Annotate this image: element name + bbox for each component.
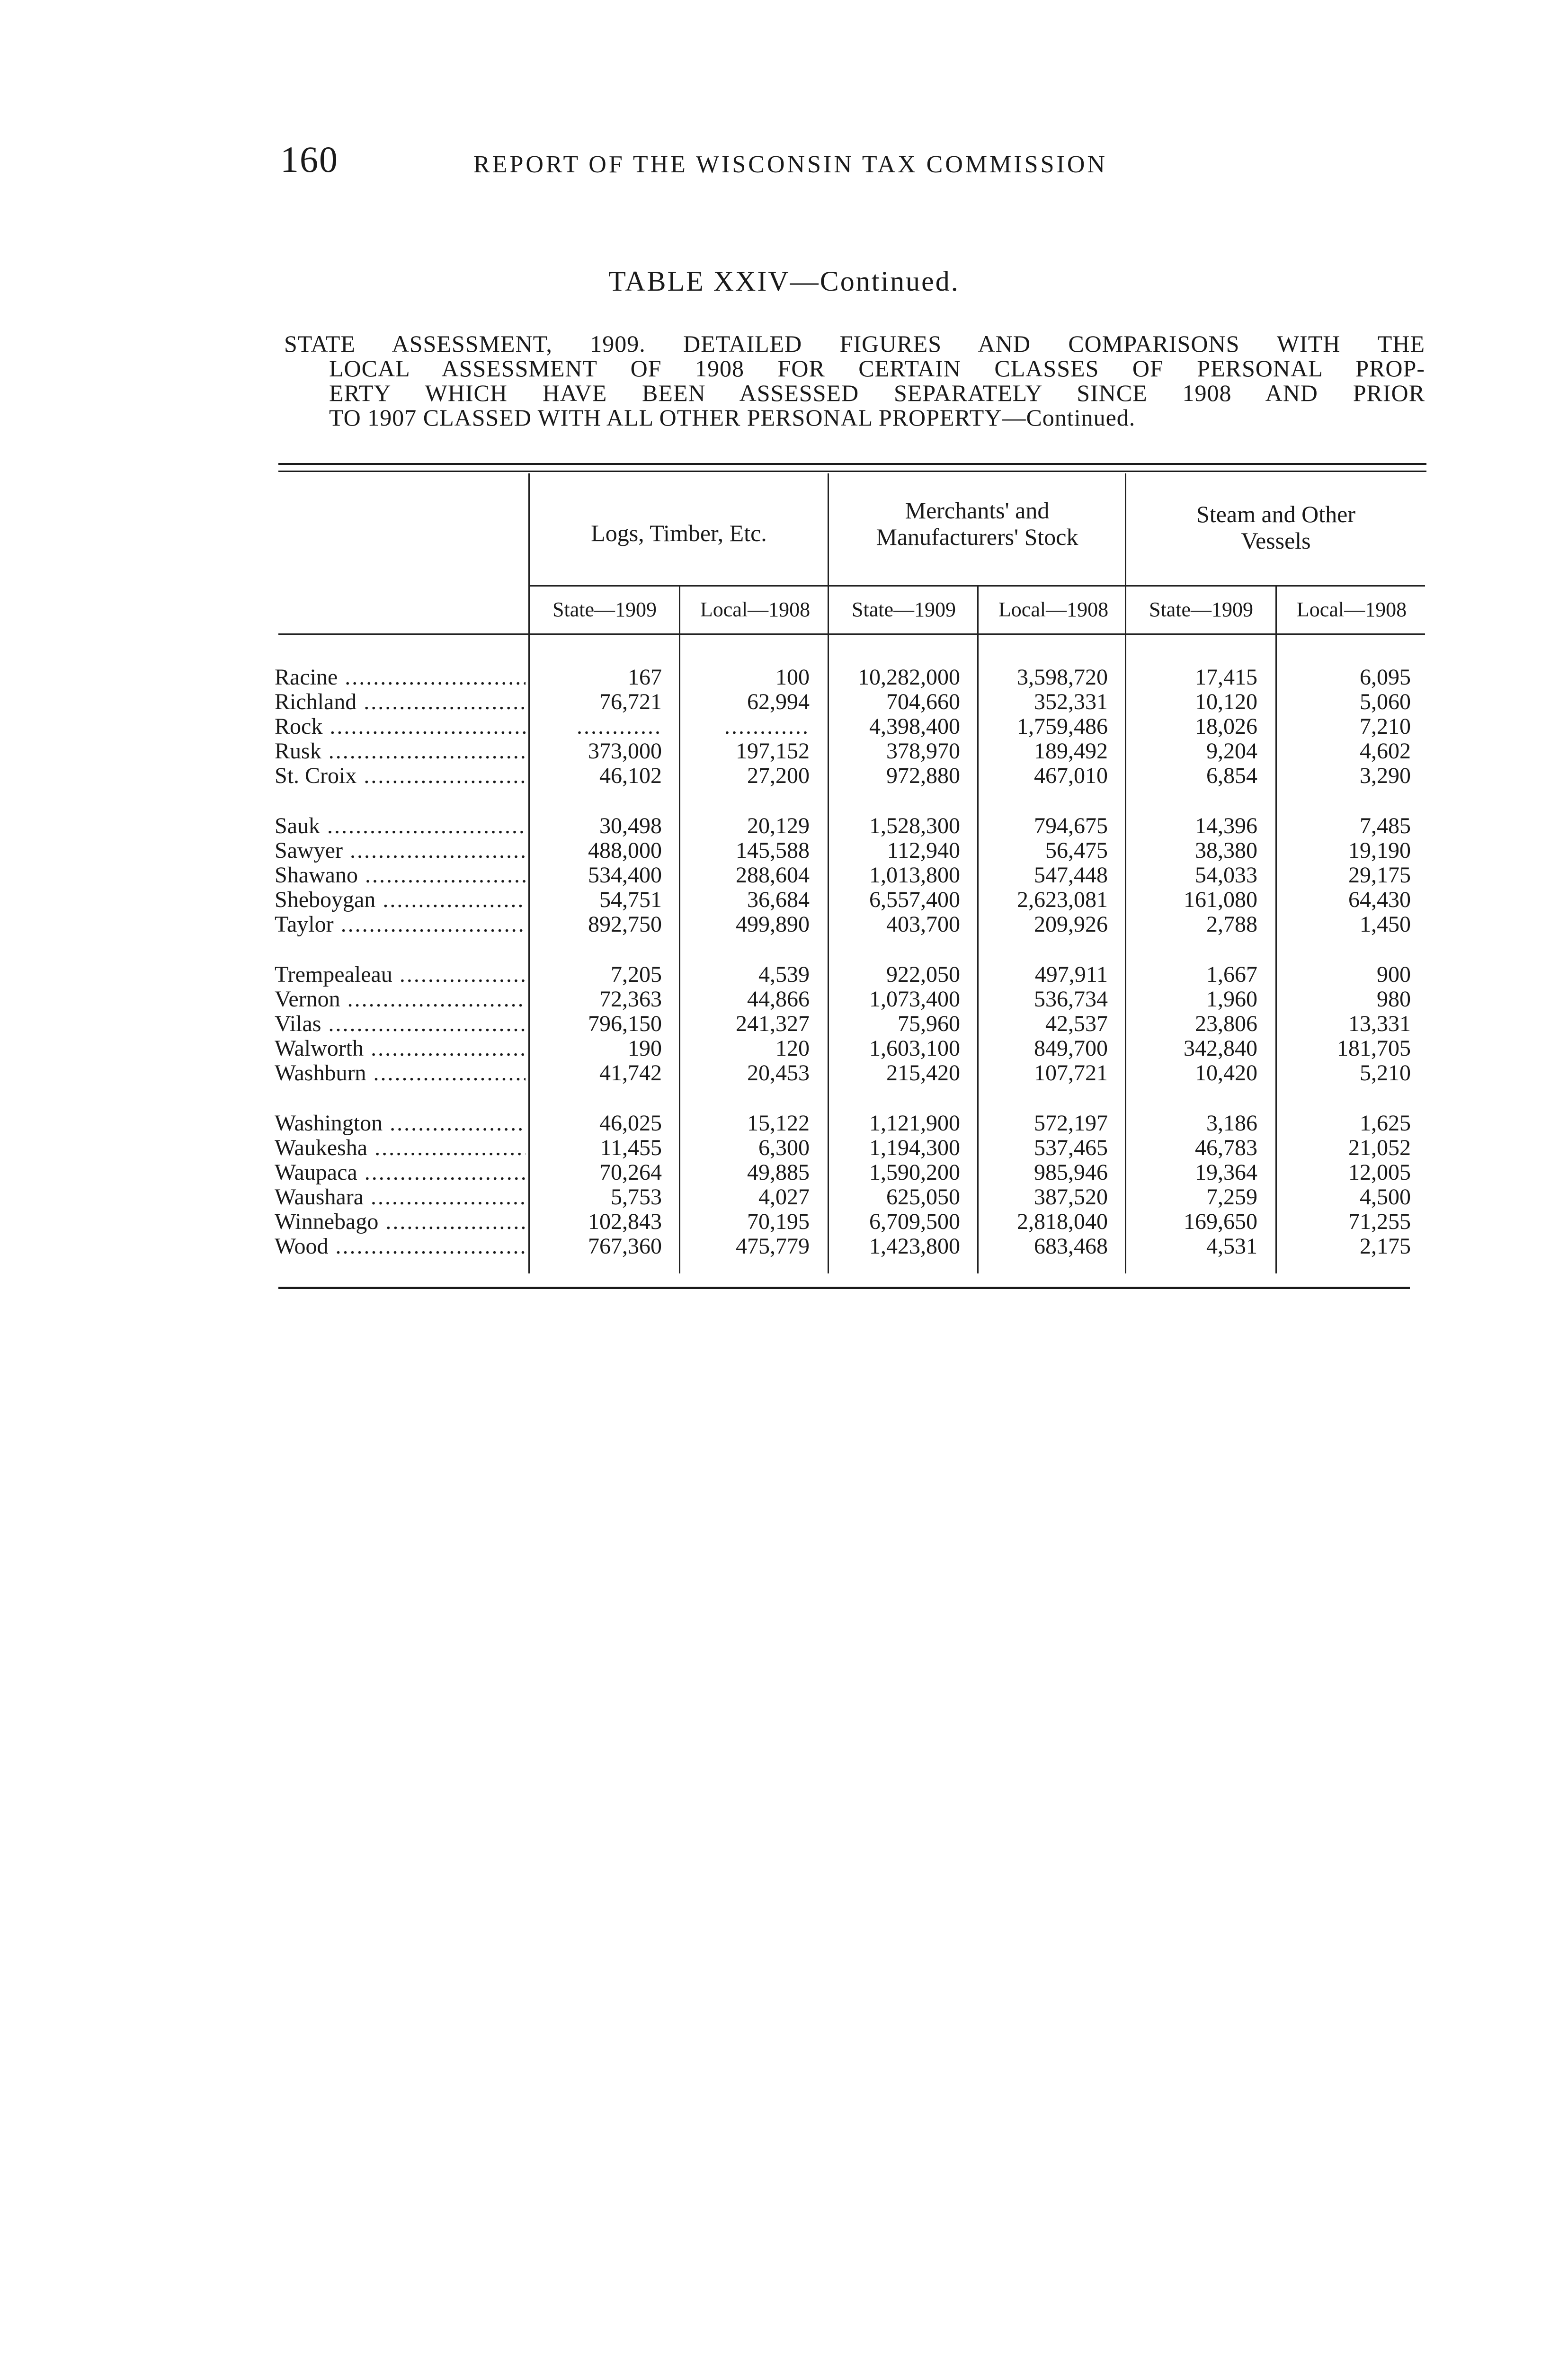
- cell: 189,492: [1034, 739, 1108, 764]
- cell: 2,175: [1360, 1234, 1411, 1259]
- cell: 4,398,400: [869, 714, 960, 739]
- cell: 17,415: [1195, 665, 1257, 690]
- group-heading-logs: [530, 520, 828, 546]
- cell: 536,734: [1034, 987, 1108, 1012]
- cell: 1,423,800: [869, 1234, 960, 1259]
- cell: 70,264: [599, 1160, 662, 1185]
- cell: 352,331: [1034, 689, 1108, 714]
- cell: 10,420: [1195, 1060, 1257, 1086]
- cell: 44,866: [747, 987, 810, 1012]
- cell: 7,485: [1360, 813, 1411, 838]
- subheading-logs-state: State—1909: [552, 598, 657, 621]
- cell: 972,880: [886, 763, 960, 788]
- cell: 62,994: [747, 689, 810, 714]
- cell: 7,259: [1206, 1184, 1257, 1210]
- cell: 1,960: [1206, 987, 1257, 1012]
- table-caption: [284, 331, 1425, 430]
- cell: 197,152: [736, 739, 810, 764]
- cell: 1,603,100: [869, 1036, 960, 1061]
- subheading-vessels-state: State—1909: [1149, 598, 1253, 621]
- top-rule: [278, 463, 1426, 465]
- table-row: [0, 1160, 1568, 1185]
- caption-line: STATE ASSESSMENT, 1909. DETAILED FIGURES AND COMPARISONS WITH THE: [284, 330, 1425, 357]
- cell: 54,033: [1195, 863, 1257, 888]
- cell: 75,960: [898, 1011, 960, 1036]
- cell: 7,205: [611, 962, 662, 987]
- cell: 488,000: [588, 838, 662, 863]
- cell: 537,465: [1034, 1135, 1108, 1160]
- cell: 29,175: [1348, 863, 1411, 888]
- cell: 13,331: [1348, 1011, 1411, 1036]
- county-name: Rusk .....: [275, 739, 526, 764]
- cell: 14,396: [1195, 813, 1257, 838]
- subheading-merchants-local: Local—1908: [998, 598, 1109, 621]
- group-heading-line: Manufacturers' Stock: [876, 524, 1078, 550]
- cell: 10,282,000: [858, 665, 960, 690]
- table-row: [0, 714, 1568, 739]
- cell: 2,623,081: [1017, 887, 1108, 912]
- table-row: [0, 690, 1568, 714]
- table-row: [0, 1185, 1568, 1210]
- cell: 4,539: [758, 962, 810, 987]
- caption-line: LOCAL ASSESSMENT OF 1908 FOR CERTAIN CLASSES OF PERSONAL PROP-: [329, 355, 1425, 382]
- table-row: [0, 888, 1568, 912]
- cell: 46,025: [599, 1111, 662, 1136]
- cell: 1,194,300: [869, 1135, 960, 1160]
- table-row: [0, 739, 1568, 764]
- cell: 6,709,500: [869, 1209, 960, 1234]
- cell: 19,190: [1348, 838, 1411, 863]
- table-row: [0, 764, 1568, 788]
- county-name: Trempealeau .....: [275, 962, 526, 987]
- cell: 849,700: [1034, 1036, 1108, 1061]
- county-name: Waushara .....: [275, 1185, 526, 1210]
- group-heading-line: Steam and Other: [1196, 501, 1355, 527]
- cell: 4,500: [1360, 1184, 1411, 1210]
- cell: 27,200: [747, 763, 810, 788]
- cell: 21,052: [1348, 1135, 1411, 1160]
- cell: 102,843: [588, 1209, 662, 1234]
- county-name: Sheboygan .....: [275, 888, 526, 912]
- cell: 49,885: [747, 1160, 810, 1185]
- table-row: [0, 912, 1568, 937]
- county-name: Richland .....: [275, 690, 526, 714]
- county-name: Sawyer .....: [275, 838, 526, 863]
- table-row: [0, 1234, 1568, 1259]
- cell: 3,186: [1206, 1111, 1257, 1136]
- cell: ............: [577, 714, 662, 739]
- cell: 36,684: [747, 887, 810, 912]
- county-name: Racine .....: [275, 665, 526, 690]
- cell: 19,364: [1195, 1160, 1257, 1185]
- cell: 72,363: [599, 987, 662, 1012]
- cell: 6,095: [1360, 665, 1411, 690]
- cell: 46,102: [599, 763, 662, 788]
- cell: 794,675: [1034, 813, 1108, 838]
- cell: 2,788: [1206, 912, 1257, 937]
- cell: 15,122: [747, 1111, 810, 1136]
- cell: 625,050: [886, 1184, 960, 1210]
- cell: 1,121,900: [869, 1111, 960, 1136]
- cell: 241,327: [736, 1011, 810, 1036]
- cell: 6,557,400: [869, 887, 960, 912]
- cell: 161,080: [1184, 887, 1257, 912]
- cell: 38,380: [1195, 838, 1257, 863]
- county-name: Washington .....: [275, 1111, 526, 1136]
- cell: 796,150: [588, 1011, 662, 1036]
- cell: 985,946: [1034, 1160, 1108, 1185]
- bottom-rule: [278, 1287, 1410, 1289]
- row-group: [0, 1111, 1568, 1259]
- cell: 64,430: [1348, 887, 1411, 912]
- cell: 71,255: [1348, 1209, 1411, 1234]
- cell: 145,588: [736, 838, 810, 863]
- cell: 342,840: [1184, 1036, 1257, 1061]
- cell: 499,890: [736, 912, 810, 937]
- top-rule-second: [278, 471, 1426, 472]
- county-name: Waukesha .....: [275, 1136, 526, 1160]
- county-name: Wood .....: [275, 1234, 526, 1259]
- cell: 2,818,040: [1017, 1209, 1108, 1234]
- header-rule: [278, 633, 1425, 635]
- caption-line: TO 1907 CLASSED WITH ALL OTHER PERSONAL PROPERTY—Continued.: [329, 404, 1136, 431]
- cell: 534,400: [588, 863, 662, 888]
- cell: 107,721: [1034, 1060, 1108, 1086]
- county-name: Washburn .....: [275, 1061, 526, 1086]
- cell: 112,940: [887, 838, 960, 863]
- table-row: [0, 838, 1568, 863]
- cell: 4,602: [1360, 739, 1411, 764]
- cell: 892,750: [588, 912, 662, 937]
- county-name: Winnebago .....: [275, 1210, 526, 1234]
- caption-line: ERTY WHICH HAVE BEEN ASSESSED SEPARATELY SINCE 1908 AND PRIOR: [329, 380, 1425, 406]
- table-row: [0, 863, 1568, 888]
- cell: 30,498: [599, 813, 662, 838]
- cell: 6,300: [758, 1135, 810, 1160]
- cell: 42,537: [1045, 1011, 1108, 1036]
- running-head: REPORT OF THE WISCONSIN TAX COMMISSION: [473, 151, 1107, 178]
- cell: 288,604: [736, 863, 810, 888]
- cell: 547,448: [1034, 863, 1108, 888]
- group-heading-line: Logs, Timber, Etc.: [591, 520, 767, 546]
- cell: 4,531: [1206, 1234, 1257, 1259]
- subheading-vessels-local: Local—1908: [1296, 598, 1407, 621]
- cell: 76,721: [599, 689, 662, 714]
- group-heading-line: Merchants' and: [905, 497, 1050, 524]
- cell: 169,650: [1184, 1209, 1257, 1234]
- cell: 683,468: [1034, 1234, 1108, 1259]
- cell: 900: [1377, 962, 1411, 987]
- cell: 18,026: [1195, 714, 1257, 739]
- cell: 378,970: [886, 739, 960, 764]
- table-row: [0, 1136, 1568, 1160]
- row-group: [0, 962, 1568, 1086]
- cell: 373,000: [588, 739, 662, 764]
- cell: 215,420: [886, 1060, 960, 1086]
- cell: 11,455: [600, 1135, 662, 1160]
- table-row: [0, 1036, 1568, 1061]
- cell: 1,013,800: [869, 863, 960, 888]
- table-row: [0, 814, 1568, 838]
- cell: 5,060: [1360, 689, 1411, 714]
- cell: 181,705: [1337, 1036, 1411, 1061]
- cell: 1,759,486: [1017, 714, 1108, 739]
- row-group: [0, 665, 1568, 788]
- cell: 23,806: [1195, 1011, 1257, 1036]
- table-body: [0, 665, 1568, 1284]
- cell: 980: [1377, 987, 1411, 1012]
- cell: 167: [628, 665, 662, 690]
- cell: 3,598,720: [1017, 665, 1108, 690]
- cell: 1,073,400: [869, 987, 960, 1012]
- table-row: [0, 987, 1568, 1012]
- cell: 1,450: [1360, 912, 1411, 937]
- group-heading-vessels: [1127, 501, 1425, 554]
- cell: 497,911: [1034, 962, 1108, 987]
- group-heading-line: Vessels: [1241, 527, 1311, 554]
- cell: 1,625: [1360, 1111, 1411, 1136]
- cell: 12,005: [1348, 1160, 1411, 1185]
- cell: 41,742: [599, 1060, 662, 1086]
- county-name: Taylor .....: [275, 912, 526, 937]
- table-title: TABLE XXIV—Continued.: [608, 266, 960, 297]
- cell: 767,360: [588, 1234, 662, 1259]
- cell: 4,027: [758, 1184, 810, 1210]
- cell: 475,779: [736, 1234, 810, 1259]
- group-heading-rule: [528, 585, 1425, 587]
- cell: 572,197: [1034, 1111, 1108, 1136]
- table-row: [0, 1012, 1568, 1036]
- page-number: 160: [280, 139, 339, 180]
- cell: 56,475: [1045, 838, 1108, 863]
- county-name: St. Croix .....: [275, 764, 526, 788]
- cell: 209,926: [1034, 912, 1108, 937]
- cell: 6,854: [1206, 763, 1257, 788]
- cell: 387,520: [1034, 1184, 1108, 1210]
- cell: 403,700: [886, 912, 960, 937]
- cell: 9,204: [1206, 739, 1257, 764]
- cell: ............: [724, 714, 810, 739]
- table-row: [0, 1061, 1568, 1086]
- table-row: [0, 962, 1568, 987]
- subheading-merchants-state: State—1909: [852, 598, 956, 621]
- county-name: Walworth .....: [275, 1036, 526, 1061]
- cell: 1,667: [1206, 962, 1257, 987]
- cell: 1,528,300: [869, 813, 960, 838]
- cell: 100: [775, 665, 810, 690]
- group-heading-merchants: [829, 497, 1125, 550]
- county-name: Shawano .....: [275, 863, 526, 888]
- cell: 7,210: [1360, 714, 1411, 739]
- county-name: Sauk .....: [275, 814, 526, 838]
- cell: 922,050: [886, 962, 960, 987]
- table-row: [0, 1210, 1568, 1234]
- county-name: Waupaca .....: [275, 1160, 526, 1185]
- table-row: [0, 1111, 1568, 1136]
- cell: 467,010: [1034, 763, 1108, 788]
- cell: 3,290: [1360, 763, 1411, 788]
- cell: 5,753: [611, 1184, 662, 1210]
- cell: 46,783: [1195, 1135, 1257, 1160]
- cell: 190: [628, 1036, 662, 1061]
- cell: 10,120: [1195, 689, 1257, 714]
- county-name: Rock .....: [275, 714, 526, 739]
- cell: 5,210: [1360, 1060, 1411, 1086]
- county-name: Vernon .....: [275, 987, 526, 1012]
- cell: 20,453: [747, 1060, 810, 1086]
- cell: 704,660: [886, 689, 960, 714]
- cell: 20,129: [747, 813, 810, 838]
- row-group: [0, 814, 1568, 937]
- county-name: Vilas .....: [275, 1012, 526, 1036]
- cell: 120: [775, 1036, 810, 1061]
- cell: 54,751: [599, 887, 662, 912]
- table-row: [0, 665, 1568, 690]
- cell: 1,590,200: [869, 1160, 960, 1185]
- subheading-logs-local: Local—1908: [700, 598, 811, 621]
- cell: 70,195: [747, 1209, 810, 1234]
